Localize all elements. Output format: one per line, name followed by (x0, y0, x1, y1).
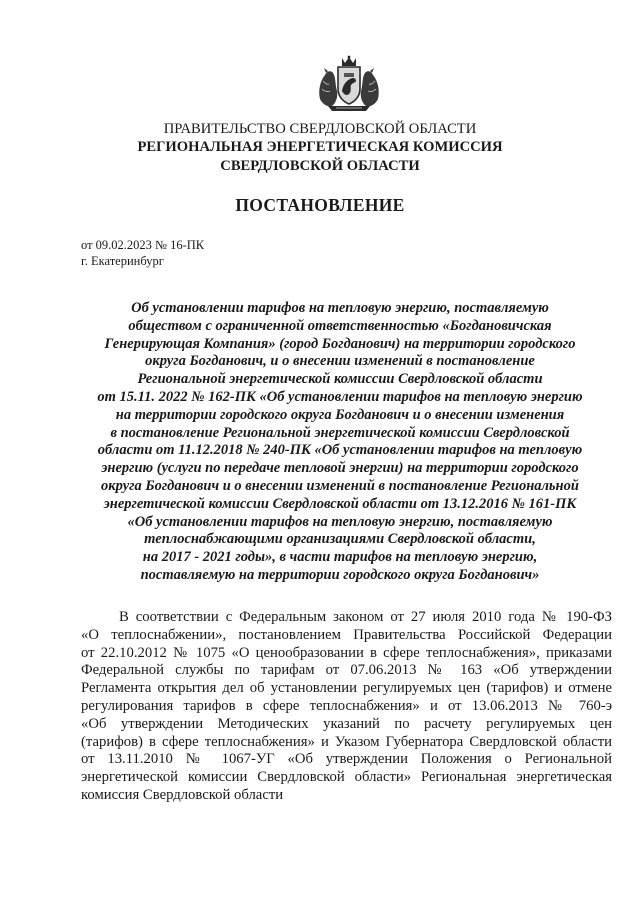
body-line: «О теплоснабжении», постановлением Правительства Российской Федерации (81, 626, 612, 643)
subject-line: от 15.11. 2022 № 162-ПК «Об установлении тарифов на тепловую энергию (97, 388, 583, 405)
subject-line: Региональной энергетической комиссии Свердловской области (137, 371, 543, 388)
subject-line: Генерирующая Компания» (город Богданович) на территории городского (104, 335, 576, 352)
body-line: от 22.10.2012 № 1075 «О ценообразовании в сфере теплоснабжения», приказами (81, 644, 612, 661)
body-line: энергетической комиссии Свердловской области» Региональная энергетическая (81, 769, 612, 786)
subject-line: области от 11.12.2018 № 240-ПК «Об установлении тарифов на тепловую (97, 442, 583, 459)
document-city: г. Екатеринбург (81, 254, 164, 268)
subject-line: энергетической комиссии Свердловской области от 13.12.2016 № 161-ПК (103, 495, 577, 512)
preamble-paragraph (81, 609, 612, 805)
document-title: ПОСТАНОВЛЕНИЕ (235, 195, 405, 215)
subject-line: теплоснабжающими организациями Свердловской области, (144, 531, 536, 548)
subject-line: поставляемую на территории городского округа Богданович» (140, 566, 540, 583)
subject-line: на 2017 - 2021 годы», в части тарифов на тепловую энергию, (142, 549, 538, 566)
header-region: СВЕРДЛОВСКОЙ ОБЛАСТИ (220, 158, 420, 174)
subject-line: в постановление Региональной энергетической комиссии Свердловской (110, 424, 570, 441)
body-line: регулирования тарифов в сфере теплоснабжения» и от 13.06.2013 № 760-э (81, 697, 612, 714)
subject-line: «Об установлении тарифов на тепловую энергию, поставляемую (127, 513, 553, 530)
header-commission: РЕГИОНАЛЬНАЯ ЭНЕРГЕТИЧЕСКАЯ КОМИССИЯ (137, 139, 503, 155)
document-date-number: от 09.02.2023 № 16-ПК (81, 238, 205, 252)
subject-line: на территории городского округа Богданович и о внесении изменения (115, 406, 565, 423)
document-subject (70, 300, 610, 585)
body-line: Регламента открытия дел об установлении регулируемых цен (тарифов) и отмене (81, 680, 612, 697)
body-line: В соответствии с Федеральным законом от 27 июля 2010 года № 190-ФЗ (119, 609, 612, 625)
body-line: Федеральной службы по тарифам от 07.06.2013 № 163 «Об утверждении (81, 662, 612, 679)
subject-line: обществом с ограниченной ответственностью «Богдановичская (128, 317, 552, 334)
coat-of-arms-icon (314, 55, 384, 113)
subject-line: Об установлении тарифов на тепловую энергию, поставляемую (131, 300, 549, 316)
subject-line: округа Богданович и о внесении изменений в постановление Региональной (101, 477, 579, 494)
subject-line: округа Богданович, и о внесении изменений в постановление (145, 353, 535, 370)
body-line: комиссия Свердловской области (81, 786, 284, 803)
body-line: от 13.11.2010 № 1067-УГ «Об утверждении Положения о Региональной (81, 751, 612, 768)
header-government: ПРАВИТЕЛЬСТВО СВЕРДЛОВСКОЙ ОБЛАСТИ (163, 121, 477, 137)
body-line: «Об утверждении Методических указаний по расчету регулируемых цен (81, 715, 612, 732)
body-line: (тарифов) в сфере теплоснабжения» и Указом Губернатора Свердловской области (81, 733, 612, 750)
subject-line: энергию (услуги по передаче тепловой энергии) на территории городского (101, 460, 579, 477)
